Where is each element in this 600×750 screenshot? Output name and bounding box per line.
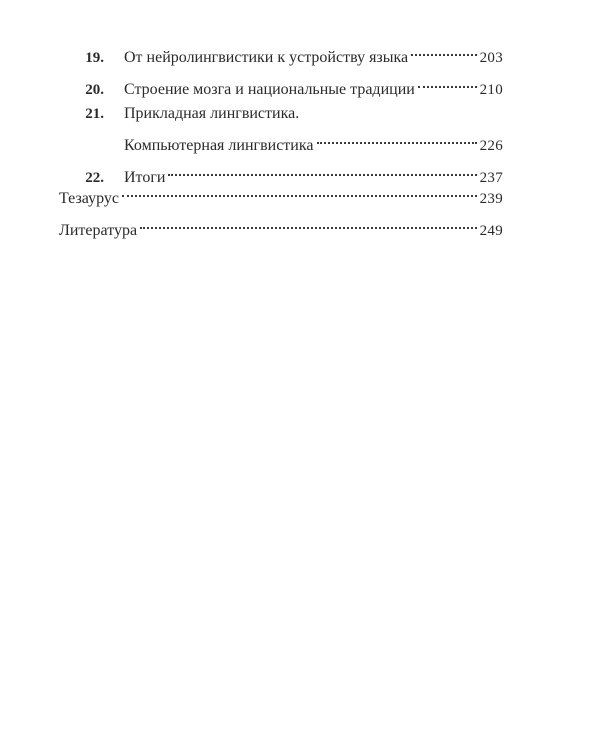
section-title: Литература bbox=[59, 222, 138, 239]
toc-entry-19 bbox=[60, 38, 503, 70]
page-number: 249 bbox=[479, 223, 503, 239]
dot-leader bbox=[411, 38, 476, 62]
page-number: 237 bbox=[479, 170, 503, 186]
chapter-number: 19. bbox=[85, 50, 104, 66]
page-number: 203 bbox=[479, 50, 503, 66]
page-number: 226 bbox=[479, 138, 503, 154]
chapter-number: 20. bbox=[85, 82, 104, 98]
chapter-title: Итоги bbox=[124, 169, 166, 186]
toc-entry-21 bbox=[60, 102, 503, 158]
chapter-title-line2: Компьютерная лингвистика bbox=[124, 137, 314, 154]
dot-leader bbox=[140, 211, 477, 235]
toc-entry-literature bbox=[59, 211, 503, 243]
dot-leader bbox=[418, 70, 477, 94]
chapter-title-line1: Прикладная лингвистика. bbox=[124, 105, 300, 122]
dot-leader bbox=[122, 179, 477, 203]
chapter-number: 22. bbox=[85, 170, 104, 186]
toc-entry-thesaurus bbox=[59, 179, 503, 211]
section-title: Тезаурус bbox=[59, 190, 119, 207]
chapter-title: От нейролингвистики к устройству языка bbox=[124, 49, 409, 66]
page-number: 239 bbox=[479, 191, 503, 207]
table-of-contents bbox=[60, 38, 503, 190]
dot-leader bbox=[317, 126, 477, 150]
page-number: 210 bbox=[479, 82, 503, 98]
chapter-title: Строение мозга и национальные традиции bbox=[124, 81, 415, 98]
back-matter-list bbox=[59, 179, 503, 243]
toc-entry-20 bbox=[60, 70, 503, 102]
chapter-number: 21. bbox=[85, 106, 104, 122]
